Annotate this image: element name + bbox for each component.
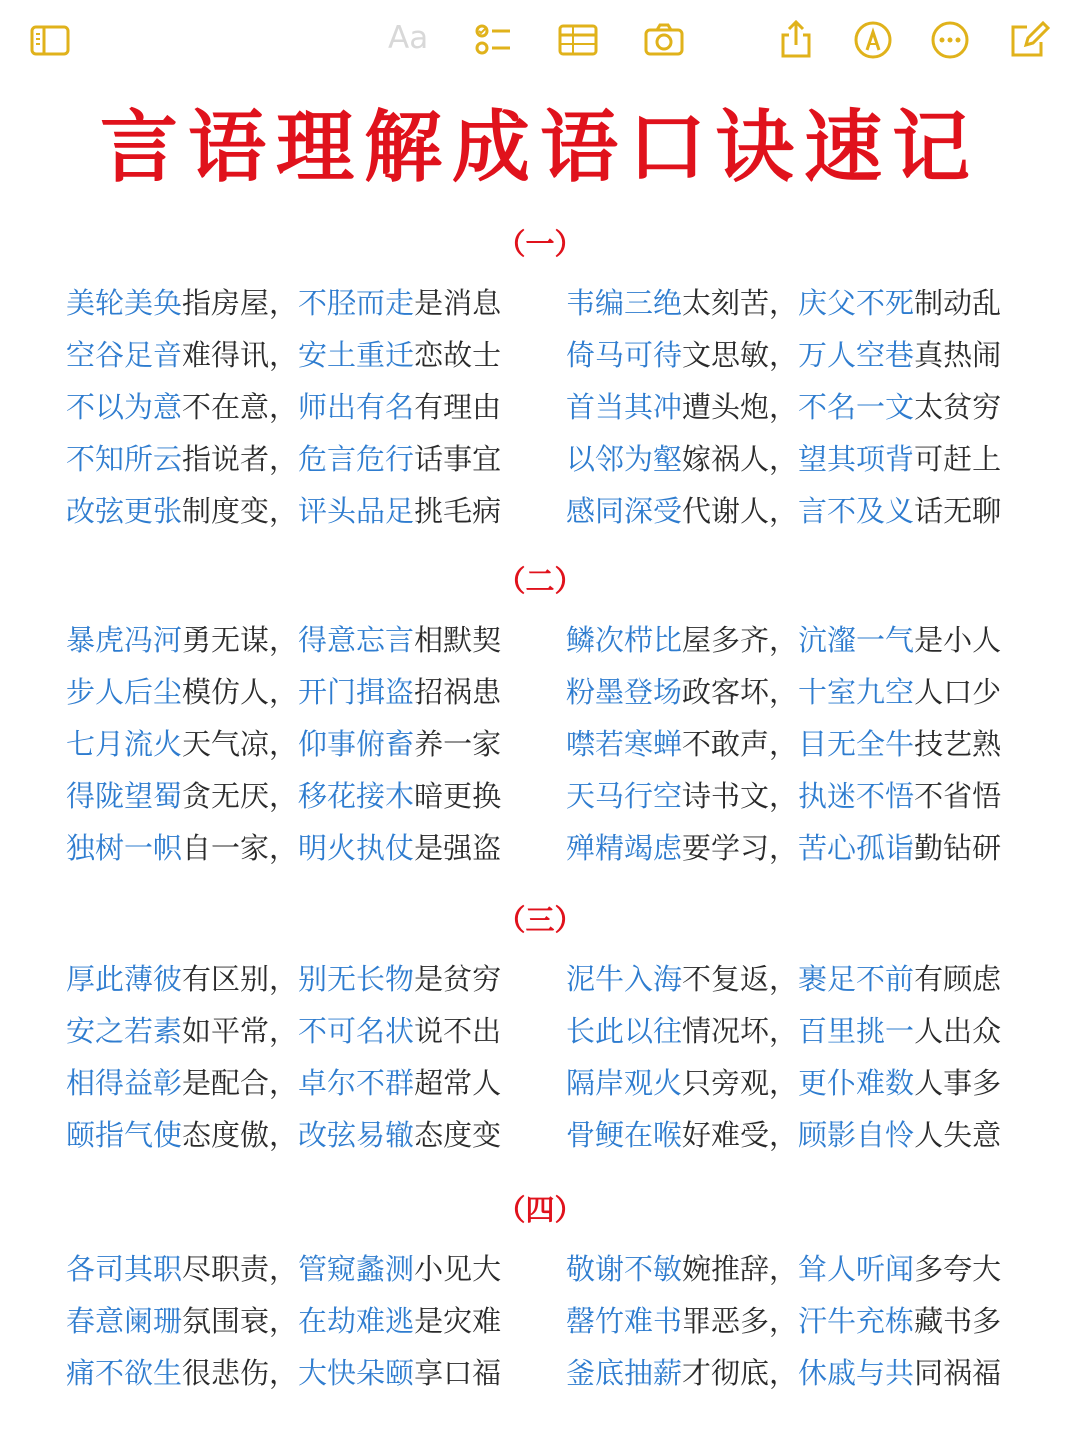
- verse-line-right: [566, 493, 1001, 529]
- idiom-term: 不知所云: [66, 442, 183, 476]
- separator-comma: ，: [269, 1252, 299, 1286]
- verse-line-left: [66, 1117, 501, 1153]
- idiom-meaning: 代谢人: [682, 494, 770, 528]
- verse-line-left: [66, 1303, 501, 1339]
- idiom-meaning: 人口少: [914, 675, 1002, 709]
- separator-comma: ，: [769, 675, 799, 709]
- idiom-term: 得陇望蜀: [66, 779, 183, 813]
- idiom-meaning: 制度变: [182, 494, 270, 528]
- idiom-term: 釜底抽薪: [566, 1356, 683, 1390]
- idiom-term: 苦心孤诣: [798, 831, 915, 865]
- more-icon[interactable]: [928, 18, 972, 62]
- separator-comma: ，: [769, 623, 799, 657]
- idiom-meaning: 说不出: [414, 1014, 502, 1048]
- idiom-term: 以邻为壑: [566, 442, 683, 476]
- idiom-meaning: 贪无厌: [182, 779, 270, 813]
- idiom-term: 别无长物: [298, 962, 415, 996]
- idiom-meaning: 勇无谋: [182, 623, 270, 657]
- idiom-term: 厚此薄彼: [66, 962, 183, 996]
- idiom-term: 更仆难数: [798, 1066, 915, 1100]
- idiom-meaning: 不省悟: [914, 779, 1002, 813]
- idiom-term: 卓尔不群: [298, 1066, 415, 1100]
- idiom-meaning: 超常人: [414, 1066, 502, 1100]
- separator-comma: ，: [269, 779, 299, 813]
- verse-line-right: [566, 961, 1001, 997]
- idiom-meaning: 如平常: [182, 1014, 270, 1048]
- verse-line-right: [566, 1065, 1001, 1101]
- idiom-meaning: 有理由: [414, 390, 502, 424]
- verse-line-left: [66, 674, 501, 710]
- verse-line-left: [66, 778, 501, 814]
- idiom-meaning: 尽职责: [182, 1252, 270, 1286]
- idiom-meaning: 有区别: [182, 962, 270, 996]
- idiom-term: 空谷足音: [66, 338, 183, 372]
- idiom-term: 春意阑珊: [66, 1304, 183, 1338]
- idiom-meaning: 有顾虑: [914, 962, 1002, 996]
- section-heading: （一）: [496, 227, 584, 261]
- verse-line-right: [566, 830, 1001, 866]
- idiom-term: 改弦易辙: [298, 1118, 415, 1152]
- idiom-term: 韦编三绝: [566, 286, 683, 320]
- separator-comma: ，: [769, 1252, 799, 1286]
- idiom-term: 休戚与共: [798, 1356, 915, 1390]
- idiom-meaning: 真热闹: [914, 338, 1002, 372]
- idiom-meaning: 婉推辞: [682, 1252, 770, 1286]
- separator-comma: ，: [769, 1066, 799, 1100]
- idiom-meaning: 人失意: [914, 1118, 1002, 1152]
- idiom-term: 万人空巷: [798, 338, 915, 372]
- idiom-term: 汗牛充栋: [798, 1304, 915, 1338]
- idiom-term: 耸人听闻: [798, 1252, 915, 1286]
- idiom-term: 不以为意: [66, 390, 183, 424]
- idiom-term: 罄竹难书: [566, 1304, 683, 1338]
- idiom-meaning: 享口福: [414, 1356, 502, 1390]
- idiom-meaning: 氛围衰: [182, 1304, 270, 1338]
- separator-comma: ，: [269, 962, 299, 996]
- verse-line-left: [66, 389, 501, 425]
- verse-line-left: [66, 493, 501, 529]
- idiom-term: 不名一文: [798, 390, 915, 424]
- idiom-term: 庆父不死: [798, 286, 915, 320]
- idiom-meaning: 屋多齐: [682, 623, 770, 657]
- verse-line-right: [566, 1303, 1001, 1339]
- verse-line-right: [566, 441, 1001, 477]
- idiom-meaning: 不敢声: [682, 727, 770, 761]
- idiom-term: 移花接木: [298, 779, 415, 813]
- sidebar-icon[interactable]: [28, 18, 72, 62]
- idiom-term: 粉墨登场: [566, 675, 683, 709]
- idiom-meaning: 相默契: [414, 623, 502, 657]
- verse-line-left: [66, 1013, 501, 1049]
- verse-line-left: [66, 830, 501, 866]
- idiom-meaning: 好难受: [682, 1118, 770, 1152]
- separator-comma: ，: [769, 1304, 799, 1338]
- idiom-term: 十室九空: [798, 675, 915, 709]
- separator-comma: ，: [769, 962, 799, 996]
- separator-comma: ，: [769, 727, 799, 761]
- separator-comma: ，: [269, 390, 299, 424]
- idiom-term: 独树一帜: [66, 831, 183, 865]
- separator-comma: ，: [769, 494, 799, 528]
- verse-line-right: [566, 726, 1001, 762]
- idiom-term: 百里挑一: [798, 1014, 915, 1048]
- idiom-meaning: 话无聊: [914, 494, 1002, 528]
- idiom-meaning: 勤钻研: [914, 831, 1002, 865]
- separator-comma: ，: [769, 1014, 799, 1048]
- idiom-meaning: 态度傲: [182, 1118, 270, 1152]
- idiom-term: 步人后尘: [66, 675, 183, 709]
- idiom-term: 不胫而走: [298, 286, 415, 320]
- camera-icon[interactable]: [642, 18, 686, 62]
- idiom-term: 不可名状: [298, 1014, 415, 1048]
- checklist-icon[interactable]: [472, 18, 516, 62]
- idiom-meaning: 养一家: [414, 727, 502, 761]
- idiom-term: 各司其职: [66, 1252, 183, 1286]
- idiom-meaning: 难得讯: [182, 338, 270, 372]
- separator-comma: ，: [269, 675, 299, 709]
- separator-comma: ，: [269, 338, 299, 372]
- idiom-meaning: 自一家: [182, 831, 270, 865]
- idiom-term: 相得益彰: [66, 1066, 183, 1100]
- idiom-term: 仰事俯畜: [298, 727, 415, 761]
- idiom-term: 安之若素: [66, 1014, 183, 1048]
- idiom-term: 危言危行: [298, 442, 415, 476]
- idiom-term: 执迷不悟: [798, 779, 915, 813]
- idiom-term: 长此以往: [566, 1014, 683, 1048]
- idiom-meaning: 同祸福: [914, 1356, 1002, 1390]
- idiom-term: 首当其冲: [566, 390, 683, 424]
- separator-comma: ，: [769, 831, 799, 865]
- idiom-meaning: 挑毛病: [414, 494, 502, 528]
- idiom-meaning: 恋故士: [414, 338, 502, 372]
- idiom-term: 目无全牛: [798, 727, 915, 761]
- idiom-meaning: 是小人: [914, 623, 1002, 657]
- idiom-meaning: 话事宜: [414, 442, 502, 476]
- compose-icon[interactable]: [1008, 18, 1052, 62]
- idiom-term: 殚精竭虑: [566, 831, 683, 865]
- idiom-meaning: 指说者: [182, 442, 270, 476]
- text-format-button[interactable]: Aa: [388, 20, 429, 56]
- idiom-meaning: 罪恶多: [682, 1304, 770, 1338]
- idiom-meaning: 不在意: [182, 390, 270, 424]
- separator-comma: ，: [769, 286, 799, 320]
- idiom-meaning: 很悲伤: [182, 1356, 270, 1390]
- idiom-meaning: 是贫穷: [414, 962, 502, 996]
- separator-comma: ，: [269, 1118, 299, 1152]
- separator-comma: ，: [269, 727, 299, 761]
- idiom-meaning: 不复返: [682, 962, 770, 996]
- idiom-meaning: 文思敏: [682, 338, 770, 372]
- idiom-meaning: 技艺熟: [914, 727, 1002, 761]
- idiom-meaning: 可赶上: [914, 442, 1002, 476]
- section-heading: （三）: [496, 903, 584, 937]
- verse-line-left: [66, 726, 501, 762]
- idiom-meaning: 指房屋: [182, 286, 270, 320]
- idiom-meaning: 人事多: [914, 1066, 1002, 1100]
- idiom-meaning: 嫁祸人: [682, 442, 770, 476]
- verse-line-left: [66, 1065, 501, 1101]
- idiom-term: 倚马可待: [566, 338, 683, 372]
- separator-comma: ，: [769, 390, 799, 424]
- idiom-meaning: 藏书多: [914, 1304, 1002, 1338]
- idiom-term: 在劫难逃: [298, 1304, 415, 1338]
- idiom-term: 暴虎冯河: [66, 623, 183, 657]
- share-icon[interactable]: [774, 18, 818, 62]
- idiom-term: 噤若寒蝉: [566, 727, 683, 761]
- verse-line-left: [66, 1251, 501, 1287]
- separator-comma: ，: [769, 338, 799, 372]
- idiom-term: 鳞次栉比: [566, 623, 683, 657]
- verse-line-right: [566, 1117, 1001, 1153]
- idiom-meaning: 情况坏: [682, 1014, 770, 1048]
- idiom-term: 颐指气使: [66, 1118, 183, 1152]
- verse-line-left: [66, 1355, 501, 1391]
- idiom-meaning: 制动乱: [914, 286, 1002, 320]
- idiom-term: 明火执仗: [298, 831, 415, 865]
- idiom-meaning: 是配合: [182, 1066, 270, 1100]
- verse-line-left: [66, 622, 501, 658]
- separator-comma: ，: [769, 442, 799, 476]
- idiom-meaning: 态度变: [414, 1118, 502, 1152]
- idiom-meaning: 模仿人: [182, 675, 270, 709]
- idiom-term: 言不及义: [798, 494, 915, 528]
- idiom-meaning: 是强盗: [414, 831, 502, 865]
- idiom-term: 大快朵颐: [298, 1356, 415, 1390]
- verse-line-left: [66, 961, 501, 997]
- separator-comma: ，: [269, 286, 299, 320]
- idiom-meaning: 遭头炮: [682, 390, 770, 424]
- idiom-meaning: 招祸患: [414, 675, 502, 709]
- separator-comma: ，: [269, 1304, 299, 1338]
- verse-line-left: [66, 337, 501, 373]
- separator-comma: ，: [769, 1356, 799, 1390]
- idiom-meaning: 暗更换: [414, 779, 502, 813]
- idiom-term: 改弦更张: [66, 494, 183, 528]
- verse-line-right: [566, 622, 1001, 658]
- section-heading: （二）: [496, 564, 584, 598]
- separator-comma: ，: [269, 831, 299, 865]
- separator-comma: ，: [769, 1118, 799, 1152]
- idiom-meaning: 人出众: [914, 1014, 1002, 1048]
- verse-line-right: [566, 778, 1001, 814]
- idiom-term: 顾影自怜: [798, 1118, 915, 1152]
- table-icon[interactable]: [556, 18, 600, 62]
- verse-line-left: [66, 441, 501, 477]
- toolbar: [0, 0, 1080, 80]
- idiom-term: 得意忘言: [298, 623, 415, 657]
- idiom-term: 美轮美奂: [66, 286, 183, 320]
- idiom-meaning: 要学习: [682, 831, 770, 865]
- idiom-term: 敬谢不敏: [566, 1252, 683, 1286]
- separator-comma: ，: [269, 623, 299, 657]
- idiom-meaning: 是灾难: [414, 1304, 502, 1338]
- idiom-term: 安土重迁: [298, 338, 415, 372]
- separator-comma: ，: [269, 1356, 299, 1390]
- idiom-meaning: 太刻苦: [682, 286, 770, 320]
- idiom-term: 开门揖盗: [298, 675, 415, 709]
- idiom-term: 七月流火: [66, 727, 183, 761]
- separator-comma: ，: [269, 494, 299, 528]
- idiom-term: 管窥蠡测: [298, 1252, 415, 1286]
- verse-line-right: [566, 389, 1001, 425]
- section-heading: （四）: [496, 1193, 584, 1227]
- idiom-term: 感同深受: [566, 494, 683, 528]
- separator-comma: ，: [269, 1066, 299, 1100]
- idiom-meaning: 诗书文: [682, 779, 770, 813]
- page-title: 言语理解成语口诀速记: [99, 103, 980, 193]
- verse-line-right: [566, 1355, 1001, 1391]
- idiom-meaning: 小见大: [414, 1252, 502, 1286]
- markup-icon[interactable]: [851, 18, 895, 62]
- idiom-meaning: 只旁观: [682, 1066, 770, 1100]
- idiom-term: 隔岸观火: [566, 1066, 683, 1100]
- separator-comma: ，: [269, 1014, 299, 1048]
- idiom-term: 泥牛入海: [566, 962, 683, 996]
- idiom-meaning: 天气凉: [182, 727, 270, 761]
- separator-comma: ，: [269, 442, 299, 476]
- idiom-term: 痛不欲生: [66, 1356, 183, 1390]
- idiom-term: 望其项背: [798, 442, 915, 476]
- idiom-meaning: 政客坏: [682, 675, 770, 709]
- verse-line-left: [66, 285, 501, 321]
- idiom-term: 师出有名: [298, 390, 415, 424]
- idiom-term: 骨鲠在喉: [566, 1118, 683, 1152]
- idiom-term: 裹足不前: [798, 962, 915, 996]
- idiom-meaning: 是消息: [414, 286, 502, 320]
- verse-line-right: [566, 674, 1001, 710]
- idiom-term: 沆瀣一气: [798, 623, 915, 657]
- verse-line-right: [566, 285, 1001, 321]
- idiom-meaning: 太贫穷: [914, 390, 1002, 424]
- idiom-meaning: 多夸大: [914, 1252, 1002, 1286]
- verse-line-right: [566, 337, 1001, 373]
- idiom-term: 评头品足: [298, 494, 415, 528]
- idiom-term: 天马行空: [566, 779, 683, 813]
- idiom-meaning: 才彻底: [682, 1356, 770, 1390]
- verse-line-right: [566, 1251, 1001, 1287]
- verse-line-right: [566, 1013, 1001, 1049]
- separator-comma: ，: [769, 779, 799, 813]
